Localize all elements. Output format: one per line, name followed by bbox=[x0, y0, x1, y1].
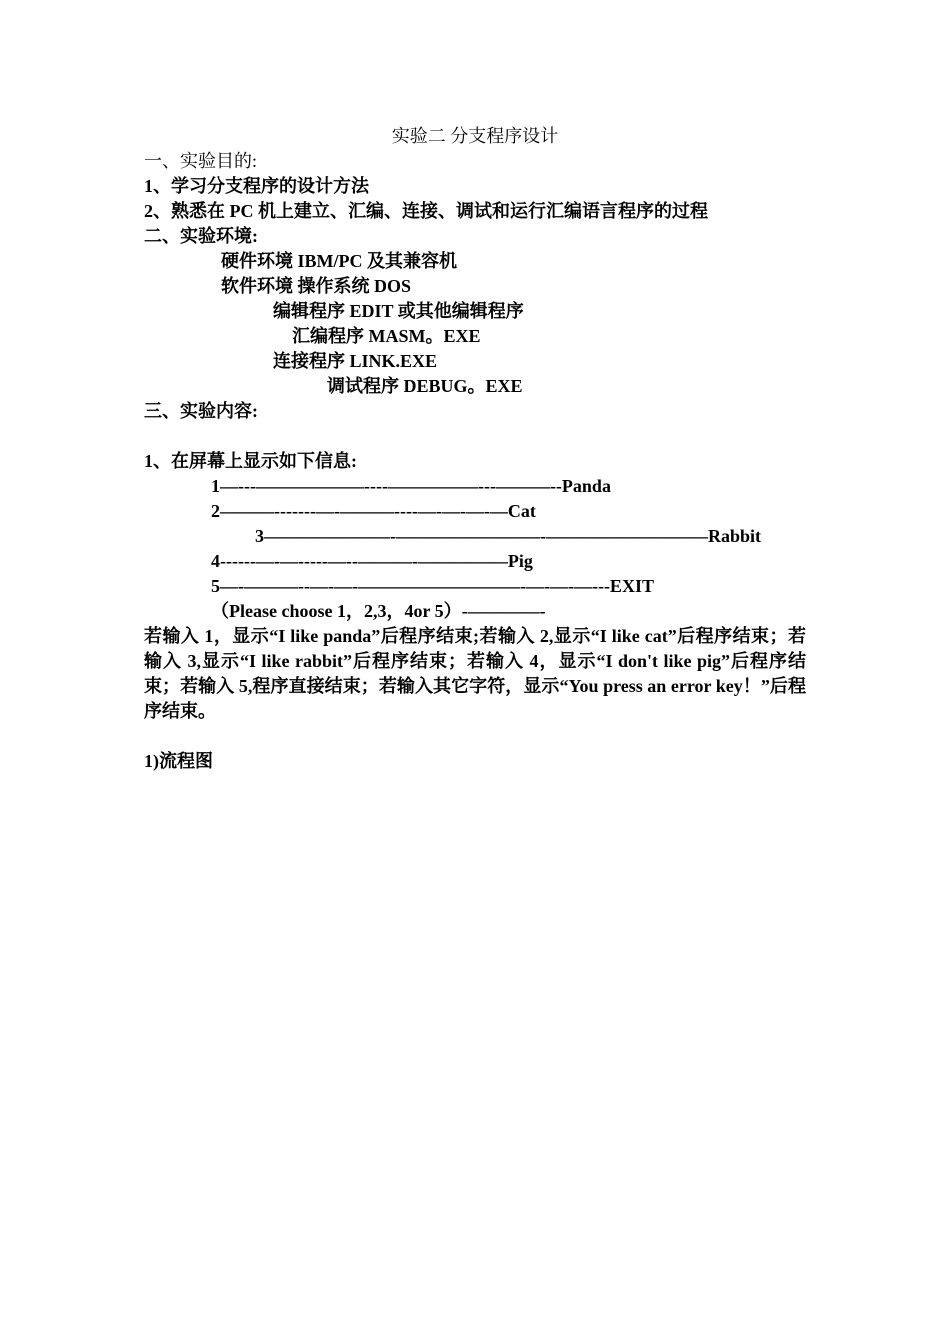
menu-line-pig: 4------—-—-----—--———-—————Pig bbox=[211, 551, 533, 571]
purpose-item-1: 1、学习分支程序的设计方法 bbox=[144, 176, 369, 196]
document-title: 实验二 分支程序设计 bbox=[391, 126, 559, 146]
env-assembler: 汇编程序 MASM。EXE bbox=[292, 326, 481, 346]
menu-line-exit: 5—-———--—-—-—————————-—-—-—---EXIT bbox=[211, 576, 654, 596]
choice-prompt: （Please choose 1，2,3，4or 5）-————- bbox=[211, 601, 546, 621]
flowchart-label: 1)流程图 bbox=[144, 751, 213, 771]
env-debugger: 调试程序 DEBUG。EXE bbox=[327, 376, 523, 396]
section-heading-content: 三、实验内容: bbox=[144, 401, 258, 421]
env-linker: 连接程序 LINK.EXE bbox=[273, 351, 438, 371]
menu-line-cat: 2———-------—-———----—-—-—-—Cat bbox=[211, 501, 536, 521]
env-software: 软件环境 操作系统 DOS bbox=[221, 276, 412, 296]
env-hardware: 硬件环境 IBM/PC 及其兼容机 bbox=[221, 251, 457, 271]
menu-line-rabbit: 3———————-————————-—————————Rabbit bbox=[255, 526, 762, 546]
purpose-item-2: 2、熟悉在 PC 机上建立、汇编、连接、调试和运行汇编语言程序的过程 bbox=[144, 201, 708, 221]
env-editor: 编辑程序 EDIT 或其他编辑程序 bbox=[273, 301, 524, 321]
task-1-label: 1、在屏幕上显示如下信息: bbox=[144, 451, 357, 471]
section-heading-purpose: 一、实验目的: bbox=[144, 151, 258, 171]
menu-line-panda: 1—---——————----—————---———--Panda bbox=[211, 476, 611, 496]
behavior-description: 若输入 1，显示“I like panda”后程序结束;若输入 2,显示“I like cat”后程序结束；若输入 3,显示“I like rabbit”后程序结束；若输入 4，显示“I don't like pig”后程序结束；若输入 5,程序直接结束；若输入其它字符，显示“You press an error key！”后程序结束。 bbox=[144, 626, 806, 721]
section-heading-environment: 二、实验环境: bbox=[144, 226, 258, 246]
